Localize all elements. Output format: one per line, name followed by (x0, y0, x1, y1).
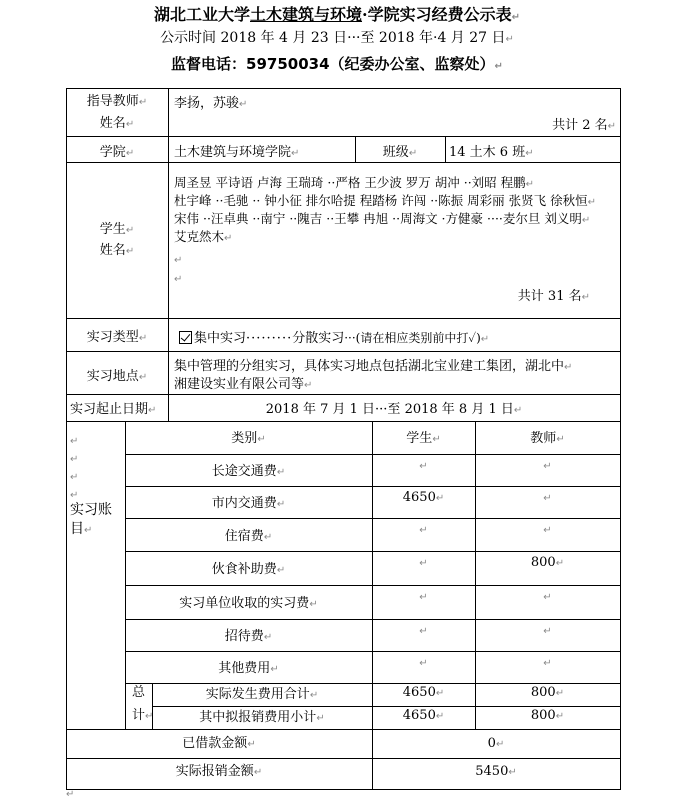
ledger-row-student: 4650↵ (402, 490, 445, 505)
college-value: 土木建筑与环境学院↵ (174, 145, 300, 160)
ledger-row-teacher: ↵ (543, 493, 552, 504)
total-row-category: 实际发生费用合计↵ (205, 687, 319, 702)
location-line-1: 集中管理的分组实习，具体实习地点包括湖北宝业建工集团，湖北中↵ (174, 359, 573, 374)
internship-type-label: 实习类型↵ (86, 330, 148, 345)
ledger-label-2: 目↵ (70, 521, 93, 537)
grid-line-h (66, 789, 620, 790)
option-centralized: 集中实习 (194, 331, 247, 346)
ledger-row-category: 长途交通费↵ (211, 464, 286, 479)
type-hint: ···(请在相应类别前中打✓) (344, 331, 481, 345)
col-header-category: 类别↵ (231, 431, 266, 446)
grid-line-v (445, 136, 446, 163)
borrowed-value: 0↵ (487, 736, 505, 751)
class-value: 14 土木 6 班↵ (449, 145, 534, 160)
ledger-row-teacher: ↵ (543, 626, 552, 637)
ledger-row-student: ↵ (419, 525, 428, 536)
ledger-row-teacher: ↵ (543, 592, 552, 603)
ledger-row-student: ↵ (419, 592, 428, 603)
grid-line-v (620, 88, 621, 790)
supervisor-label-2: 姓名↵ (99, 116, 135, 131)
student-names-line-1: 周圣昱 平诗语 卢海 王瑞琦 ··严格 王少波 罗万 胡冲 ··刘昭 程鹏↵ (174, 175, 535, 190)
ledger-row-category: 招待费↵ (224, 629, 273, 644)
page-title: 湖北工业大学土木建筑与环境·学院实习经费公示表↵ (153, 5, 520, 24)
ledger-row-category: 伙食补助费↵ (211, 562, 286, 577)
total-row-student: 4650↵ (402, 685, 445, 700)
option-decentralized: 分散实习 (292, 331, 345, 346)
grid-line-h (66, 729, 620, 730)
internship-type-options: 集中实习·········分散实习···(请在相应类别前中打✓)↵ (179, 330, 489, 348)
empty-paragraph: ↵ (174, 274, 183, 285)
student-names-line-3: 宋伟 ··汪卓典 ··南宁 ··隗吉 ··王攀 冉旭 ··周海文 ·方健豪 ····麦尔旦 刘义明↵ (174, 211, 591, 226)
total-row-category: 其中拟报销费用小计↵ (199, 710, 325, 725)
student-names-line-2: 杜宇峰 ··毛驰 ·· 钟小征 排尔哈提 程踏杨 许闯 ··陈振 周彩丽 张贤飞 徐秋恒↵ (174, 193, 596, 208)
ledger-row-student: ↵ (419, 558, 428, 569)
empty-paragraph: ↵ (70, 436, 79, 447)
ledger-row-teacher: 800↵ (530, 555, 565, 570)
period-value: 2018 年 7 月 1 日···至 2018 年 8 月 1 日↵ (265, 402, 523, 417)
grid-line-h (66, 351, 620, 352)
total-row-teacher: 800↵ (530, 685, 565, 700)
ledger-row-category: 住宿费↵ (224, 528, 273, 544)
ledger-row-student: ↵ (419, 461, 428, 472)
grid-line-h (66, 318, 620, 319)
trailing-paragraph-mark: ↵ (66, 789, 75, 800)
college-name-underlined: 土木建筑与环境 (250, 5, 363, 24)
ledger-row-category: 市内交通费↵ (211, 496, 286, 511)
location-line-2: 湘建设实业有限公司等↵ (174, 377, 313, 392)
grid-line-h (66, 162, 620, 163)
ledger-row-category: 实习单位收取的实习费↵ (179, 596, 318, 611)
grid-line-h (66, 394, 620, 395)
col-header-teacher: 教师↵ (530, 431, 565, 446)
grid-line-h (66, 136, 620, 137)
expense-form (66, 88, 620, 789)
total-label: 总 (132, 685, 146, 700)
supervisor-label: 指导教师↵ (86, 94, 148, 109)
ledger-row-teacher: ↵ (543, 461, 552, 472)
ledger-row-teacher: ↵ (543, 525, 552, 536)
class-label: 班级↵ (382, 145, 418, 160)
student-names-line-4: 艾克然木↵ (174, 229, 233, 244)
total-row-teacher: 800↵ (530, 708, 565, 723)
ledger-row-teacher: ↵ (543, 658, 552, 669)
students-label: 学生↵ (99, 222, 135, 237)
total-row-student: 4650↵ (402, 708, 445, 723)
reimbursed-label: 实际报销金额↵ (175, 764, 263, 779)
ledger-row-student: ↵ (419, 626, 428, 637)
reimbursed-value: 5450↵ (475, 764, 517, 779)
grid-line-h (66, 421, 620, 422)
students-label-2: 姓名↵ (99, 243, 135, 258)
publicity-period: 公示时间 2018 年 4 月 23 日···至 2018 年·4 月 27 日↵ (160, 30, 514, 46)
total-label-2: 计↵ (132, 708, 154, 723)
grid-line-h (66, 88, 620, 89)
supervisor-count: 共计 2 名↵ (552, 118, 616, 133)
ledger-row-category: 其他费用↵ (218, 661, 279, 676)
grid-line-v (66, 88, 67, 790)
empty-paragraph: ↵ (70, 454, 79, 465)
col-header-student: 学生↵ (406, 431, 441, 446)
borrowed-label: 已借款金额↵ (182, 736, 256, 751)
empty-paragraph: ↵ (174, 255, 183, 266)
ledger-label: 实习账 (70, 502, 112, 518)
supervision-hotline: 监督电话：59750034（纪委办公室、监察处）↵ (171, 55, 503, 73)
supervisor-names: 李扬，苏骏↵ (174, 96, 248, 111)
grid-line-h (152, 706, 620, 707)
location-label: 实习地点↵ (86, 369, 148, 384)
grid-line-v (168, 88, 169, 422)
grid-line-h (66, 758, 620, 759)
checkbox-checked-icon[interactable] (179, 331, 192, 344)
students-count: 共计 31 名↵ (517, 289, 590, 304)
period-label: 实习起止日期↵ (70, 402, 157, 417)
empty-paragraph: ↵ (70, 472, 79, 483)
college-label: 学院↵ (99, 145, 135, 160)
empty-paragraph: ↵ (70, 490, 79, 501)
ledger-row-student: ↵ (419, 658, 428, 669)
